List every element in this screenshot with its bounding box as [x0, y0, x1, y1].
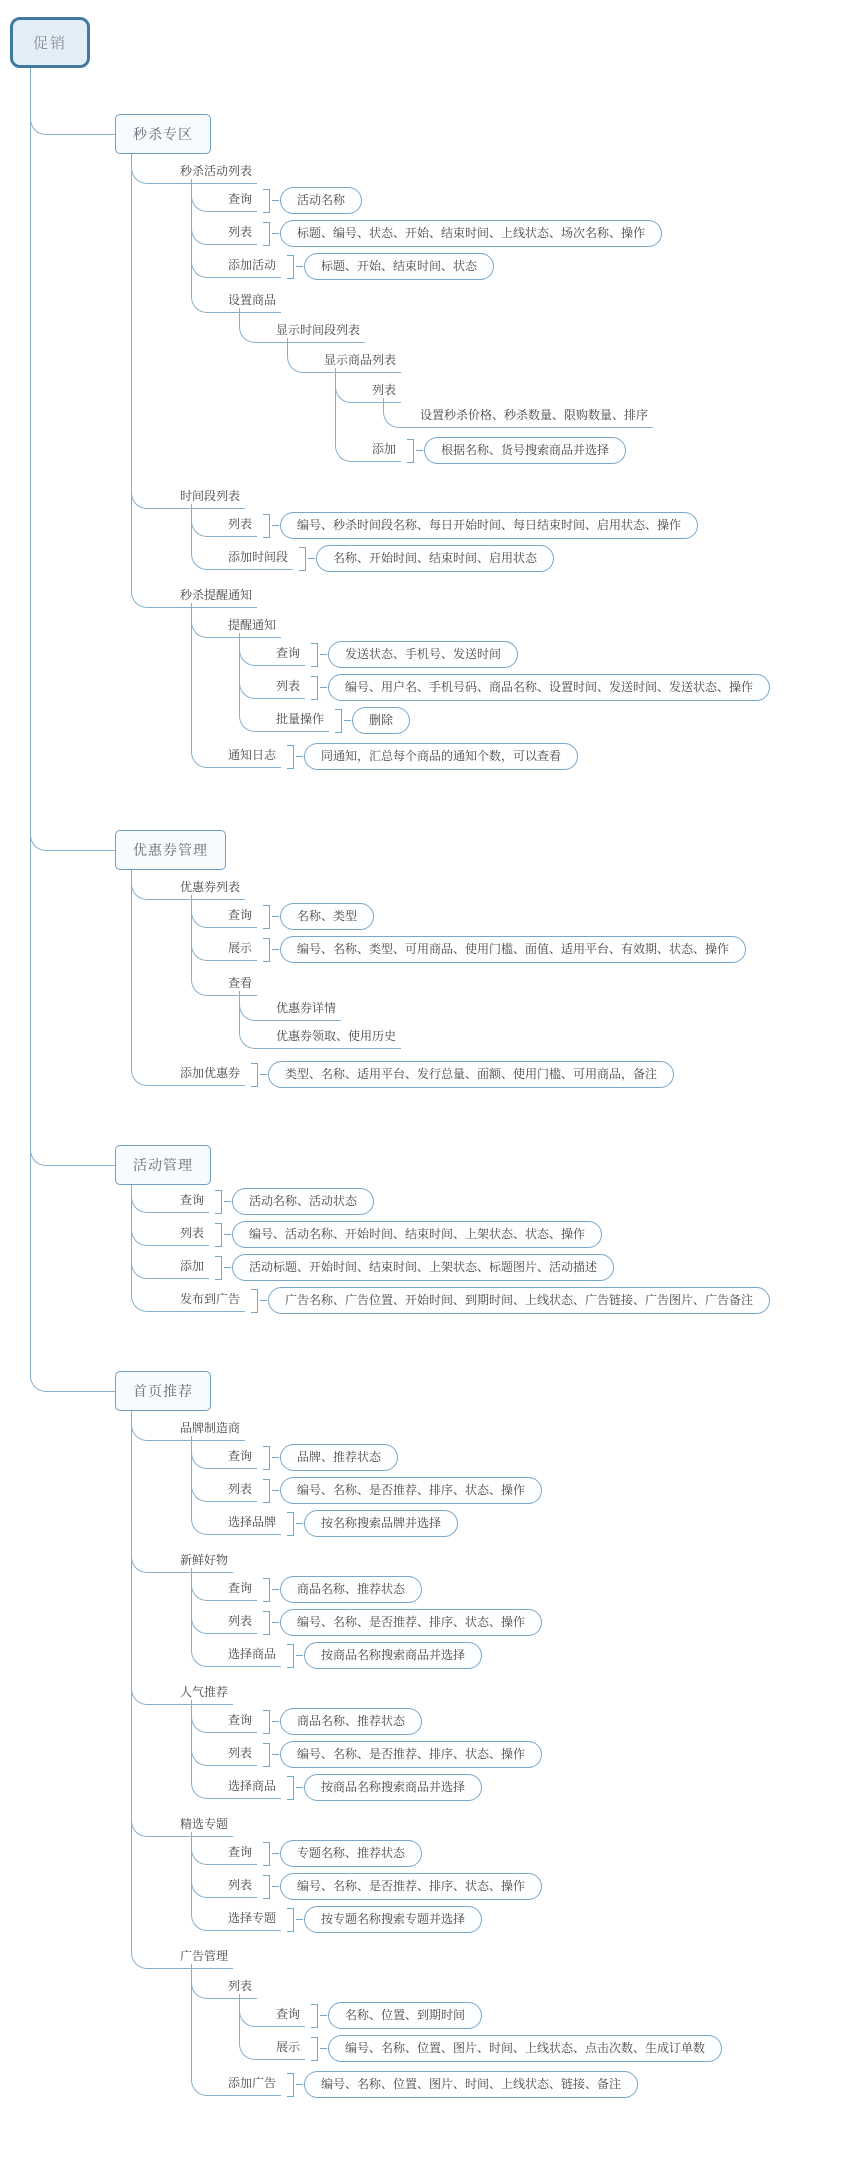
mindmap-pill[interactable]: 编号、名称、是否推荐、排序、状态、操作 [280, 1741, 542, 1768]
mindmap-node-row [177, 1254, 865, 1281]
mindmap-node-box[interactable]: 首页推荐 [115, 1371, 211, 1411]
mindmap-branch [225, 903, 865, 930]
summary-bracket-icon [263, 222, 270, 246]
mindmap-branch [225, 936, 865, 963]
connector-dash [296, 1655, 303, 1656]
summary-bracket-icon [287, 1644, 294, 1668]
mindmap-node-row [225, 187, 865, 214]
mindmap-pill[interactable]: 发送状态、手机号、发送时间 [328, 641, 518, 668]
mindmap-node-row [225, 1444, 865, 1471]
mindmap-pill[interactable]: 专题名称、推荐状态 [280, 1840, 422, 1867]
mindmap-node-row [225, 616, 865, 638]
mindmap-node-label[interactable]: 秒杀活动列表 [177, 162, 257, 184]
connector-dash [308, 558, 315, 559]
mindmap-branch [177, 1254, 865, 1281]
connector-curve [30, 63, 118, 135]
mindmap [10, 17, 865, 2112]
connector-dash [272, 949, 279, 950]
mindmap-node-label[interactable]: 查询 [225, 1579, 257, 1601]
mindmap-node-row [177, 1188, 865, 1215]
mindmap-node-row [225, 936, 865, 963]
mindmap-node-label[interactable]: 优惠券列表 [177, 878, 245, 900]
mindmap-node-row [225, 1906, 865, 1933]
mindmap-node-row [273, 2002, 865, 2029]
connector-dash [272, 1886, 279, 1887]
mindmap-children [191, 509, 865, 575]
mindmap-node-label[interactable]: 列表 [225, 515, 257, 537]
mindmap-pill[interactable]: 同通知，汇总每个商品的通知个数，可以查看 [304, 743, 578, 770]
mindmap-node-label[interactable]: 添加时间段 [225, 548, 293, 570]
summary-bracket-icon [287, 2073, 294, 2097]
mindmap-branch [273, 2035, 865, 2062]
mindmap-pill[interactable]: 品牌、推荐状态 [280, 1444, 398, 1471]
mindmap-pill[interactable]: 按专题名称搜索专题并选择 [304, 1906, 482, 1933]
mindmap-pill[interactable]: 名称、开始时间、结束时间、启用状态 [316, 545, 554, 572]
mindmap-pill[interactable]: 广告名称、广告位置、开始时间、到期时间、上线状态、广告链接、广告图片、广告备注 [268, 1287, 770, 1314]
mindmap-pill[interactable]: 编号、活动名称、开始时间、结束时间、上架状态、状态、操作 [232, 1221, 602, 1248]
mindmap-node-row [225, 903, 865, 930]
summary-bracket-icon [251, 1289, 258, 1313]
mindmap-node-row [115, 1145, 865, 1185]
connector-dash [224, 1234, 231, 1235]
mindmap-node-label[interactable]: 添加优惠券 [177, 1064, 245, 1086]
mindmap-branch [369, 381, 865, 431]
mindmap-branch [369, 437, 865, 464]
mindmap-node-row [177, 1061, 865, 1088]
mindmap-node-row [225, 974, 865, 996]
mindmap-node-row [273, 321, 865, 343]
summary-bracket-icon [311, 676, 318, 700]
connector-dash [272, 525, 279, 526]
connector-dash [296, 756, 303, 757]
mindmap-node-label[interactable]: 查询 [225, 1711, 257, 1733]
mindmap-node-box[interactable]: 秒杀专区 [115, 114, 211, 154]
mindmap-children [239, 996, 865, 1052]
mindmap-branch [273, 321, 865, 470]
mindmap-pill[interactable]: 删除 [352, 707, 410, 734]
mindmap-pill[interactable]: 活动名称 [280, 187, 362, 214]
connector-dash [272, 1721, 279, 1722]
summary-bracket-icon [215, 1190, 222, 1214]
mindmap-branch [225, 1477, 865, 1504]
connector-dash [272, 916, 279, 917]
mindmap-node-row [225, 1477, 865, 1504]
summary-bracket-icon [263, 1842, 270, 1866]
summary-bracket-icon [263, 1446, 270, 1470]
summary-bracket-icon [263, 1578, 270, 1602]
summary-bracket-icon [263, 938, 270, 962]
mindmap-node-label[interactable]: 列表 [369, 381, 401, 403]
mindmap-node-label[interactable]: 查询 [225, 1843, 257, 1865]
mindmap-branch [177, 1188, 865, 1215]
connector-dash [272, 1622, 279, 1623]
mindmap-children [131, 870, 865, 1091]
summary-bracket-icon [263, 1479, 270, 1503]
mindmap-branch [417, 406, 865, 428]
mindmap-children [287, 343, 865, 470]
mindmap-pill[interactable]: 编号、用户名、手机号码、商品名称、设置时间、发送时间、发送状态、操作 [328, 674, 770, 701]
connector-dash [296, 1523, 303, 1524]
mindmap-node-label[interactable]: 添加 [369, 440, 401, 462]
mindmap-children [383, 403, 865, 431]
mindmap-branch [273, 707, 865, 734]
mindmap-pill[interactable]: 按商品名称搜索商品并选择 [304, 1774, 482, 1801]
mindmap-children [131, 1185, 865, 1317]
mindmap-node-label[interactable]: 显示商品列表 [321, 351, 401, 373]
mindmap-node-label[interactable]: 添加广告 [225, 2074, 281, 2096]
mindmap-node-row [115, 830, 865, 870]
mindmap-node-box[interactable]: 优惠券管理 [115, 830, 226, 870]
mindmap-node-row [225, 1774, 865, 1801]
mindmap-node-row [225, 1741, 865, 1768]
mindmap-branch [225, 291, 865, 473]
mindmap-branch [225, 220, 865, 247]
mindmap-node-label[interactable]: 秒杀提醒通知 [177, 586, 257, 608]
mindmap-node-row [225, 1873, 865, 1900]
mindmap-node-row [225, 2071, 865, 2098]
mindmap-node-box[interactable]: 活动管理 [115, 1145, 211, 1185]
mindmap-node-row [225, 1977, 865, 1999]
connector-dash [272, 200, 279, 201]
mindmap-children [239, 638, 865, 737]
mindmap-node-label[interactable]: 广告管理 [177, 1947, 233, 1969]
mindmap-node-label[interactable]: 品牌制造商 [177, 1419, 245, 1441]
mindmap-branch [225, 187, 865, 214]
connector-dash [320, 2048, 327, 2049]
mindmap-node-row [225, 253, 865, 280]
mindmap-branch [115, 1371, 865, 2104]
mindmap-node-row [369, 381, 865, 403]
connector-dash [272, 1457, 279, 1458]
mindmap-node-label[interactable]: 优惠券详情 [273, 999, 341, 1021]
mindmap-node-row [225, 291, 865, 313]
mindmap-node-label[interactable]: 人气推荐 [177, 1683, 233, 1705]
mindmap-pill[interactable]: 类型、名称、适用平台、发行总量、面额、使用门槛、可用商品，备注 [268, 1061, 674, 1088]
mindmap-pill[interactable]: 名称、位置、到期时间 [328, 2002, 482, 2029]
connector-dash [296, 2084, 303, 2085]
mindmap-branch [225, 1576, 865, 1603]
mindmap-node-label[interactable]: 添加活动 [225, 256, 281, 278]
mindmap-node-label[interactable]: 列表 [225, 1480, 257, 1502]
summary-bracket-icon [263, 514, 270, 538]
mindmap-branch [225, 1906, 865, 1933]
mindmap-children [191, 900, 865, 1055]
mindmap-branch [225, 253, 865, 280]
summary-bracket-icon [335, 709, 342, 733]
mindmap-pill[interactable]: 根据名称、货号搜索商品并选择 [424, 437, 626, 464]
connector-curve [30, 63, 118, 1166]
mindmap-branch [225, 616, 865, 737]
mindmap-branch [321, 351, 865, 467]
mindmap-branch [177, 586, 865, 773]
connector-dash [224, 1267, 231, 1268]
mindmap-node-row [10, 17, 865, 68]
connector-dash [320, 687, 327, 688]
mindmap-node-row [177, 1221, 865, 1248]
mindmap-branch [225, 2071, 865, 2098]
mindmap-node-row [417, 406, 865, 428]
mindmap-node-label[interactable]: 选择商品 [225, 1645, 281, 1667]
mindmap-branch [225, 1840, 865, 1867]
mindmap-node-label[interactable]: 列表 [225, 1612, 257, 1634]
summary-bracket-icon [287, 745, 294, 769]
summary-bracket-icon [287, 1512, 294, 1536]
mindmap-node-label[interactable]: 查询 [225, 190, 257, 212]
mindmap-node-label[interactable]: 显示时间段列表 [273, 321, 365, 343]
mindmap-node-row [225, 1840, 865, 1867]
mindmap-node-row [177, 1287, 865, 1314]
summary-bracket-icon [263, 1875, 270, 1899]
mindmap-node-root[interactable]: 促销 [10, 17, 90, 68]
mindmap-branch [225, 512, 865, 539]
mindmap-branch [115, 830, 865, 1091]
mindmap-node-row [177, 1815, 865, 1837]
summary-bracket-icon [215, 1223, 222, 1247]
mindmap-branch [225, 1708, 865, 1735]
mindmap-node-row [321, 351, 865, 373]
mindmap-pill[interactable]: 编号、名称、是否推荐、排序、状态、操作 [280, 1477, 542, 1504]
mindmap-node-label[interactable]: 添加 [177, 1257, 209, 1279]
summary-bracket-icon [299, 547, 306, 571]
summary-bracket-icon [215, 1256, 222, 1280]
mindmap-branch [177, 1683, 865, 1804]
mindmap-branch [225, 1510, 865, 1537]
mindmap-branch [177, 1947, 865, 2101]
summary-bracket-icon [407, 439, 414, 463]
summary-bracket-icon [311, 2037, 318, 2061]
summary-bracket-icon [311, 2004, 318, 2028]
mindmap-branch [225, 1774, 865, 1801]
mindmap-pill[interactable]: 商品名称、推荐状态 [280, 1708, 422, 1735]
mindmap-node-row [273, 707, 865, 734]
summary-bracket-icon [263, 1710, 270, 1734]
mindmap-node-row [225, 1708, 865, 1735]
mindmap-node-row [177, 1683, 865, 1705]
mindmap-node-row [273, 1027, 865, 1049]
mindmap-branch [225, 1609, 865, 1636]
mindmap-node-row [273, 999, 865, 1021]
mindmap-pill[interactable]: 名称、类型 [280, 903, 374, 930]
connector-dash [296, 1919, 303, 1920]
connector-dash [320, 2015, 327, 2016]
mindmap-children [191, 184, 865, 476]
connector-dash [272, 1754, 279, 1755]
mindmap-pill[interactable]: 标题、编号、状态、开始、结束时间、上线状态、场次名称、操作 [280, 220, 662, 247]
mindmap-branch [177, 1551, 865, 1672]
connector-curve [30, 63, 118, 1392]
mindmap-node-row [177, 487, 865, 509]
mindmap-branch [115, 1145, 865, 1317]
mindmap-node-row [225, 1576, 865, 1603]
mindmap-node-row [115, 1371, 865, 1411]
connector-dash [416, 450, 423, 451]
mindmap-node-row [225, 545, 865, 572]
mindmap-node-row [177, 162, 865, 184]
summary-bracket-icon [287, 1908, 294, 1932]
summary-bracket-icon [311, 643, 318, 667]
mindmap-node-row [273, 641, 865, 668]
mindmap-node-row [273, 2035, 865, 2062]
mindmap-node-row [369, 437, 865, 464]
mindmap-node-row [177, 586, 865, 608]
connector-dash [296, 266, 303, 267]
mindmap-branch [273, 2002, 865, 2029]
mindmap-children [191, 1837, 865, 1936]
connector-curve [30, 63, 118, 851]
mindmap-node-label[interactable]: 选择商品 [225, 1777, 281, 1799]
mindmap-branch [115, 114, 865, 776]
mindmap-node-label[interactable]: 列表 [273, 677, 305, 699]
mindmap-node-row [225, 1609, 865, 1636]
mindmap-pill[interactable]: 编号、名称、类型、可用商品、使用门槛、面值、适用平台、有效期、状态、操作 [280, 936, 746, 963]
mindmap-node-label[interactable]: 查询 [177, 1191, 209, 1213]
mindmap-node-row [225, 743, 865, 770]
mindmap-children [30, 68, 865, 2112]
mindmap-branch [177, 1419, 865, 1540]
connector-dash [296, 1787, 303, 1788]
mindmap-branch [225, 1873, 865, 1900]
mindmap-branch [225, 1741, 865, 1768]
mindmap-node-row [177, 1419, 865, 1441]
connector-dash [224, 1201, 231, 1202]
mindmap-pill[interactable]: 编号、名称、位置、图片、时间、上线状态、链接、备注 [304, 2071, 638, 2098]
mindmap-children [191, 1705, 865, 1804]
connector-dash [272, 1589, 279, 1590]
mindmap-pill[interactable]: 编号、秒杀时间段名称、每日开始时间、每日结束时间、启用状态、操作 [280, 512, 698, 539]
mindmap-pill[interactable]: 按名称搜索品牌并选择 [304, 1510, 458, 1537]
mindmap-branch [177, 878, 865, 1055]
mindmap-children [191, 608, 865, 773]
mindmap-node-label[interactable]: 通知日志 [225, 746, 281, 768]
mindmap-branch [177, 487, 865, 575]
summary-bracket-icon [263, 189, 270, 213]
mindmap-branch [177, 1221, 865, 1248]
connector-dash [272, 233, 279, 234]
mindmap-pill[interactable]: 编号、名称、位置、图片、时间、上线状态、点击次数、生成订单数 [328, 2035, 722, 2062]
mindmap-node-label[interactable]: 优惠券领取、使用历史 [273, 1027, 401, 1049]
mindmap-pill[interactable]: 编号、名称、是否推荐、排序、状态、操作 [280, 1609, 542, 1636]
connector-dash [272, 1853, 279, 1854]
mindmap-branch [225, 974, 865, 1052]
mindmap-branch [10, 17, 865, 2112]
mindmap-pill[interactable]: 编号、名称、是否推荐、排序、状态、操作 [280, 1873, 542, 1900]
mindmap-node-label[interactable]: 设置商品 [225, 291, 281, 313]
connector-dash [260, 1074, 267, 1075]
mindmap-branch [273, 999, 865, 1021]
mindmap-children [191, 1441, 865, 1540]
mindmap-node-label[interactable]: 时间段列表 [177, 487, 245, 509]
connector-dash [344, 720, 351, 721]
mindmap-node-label[interactable]: 展示 [225, 939, 257, 961]
mindmap-pill[interactable]: 按商品名称搜索商品并选择 [304, 1642, 482, 1669]
mindmap-branch [273, 1027, 865, 1049]
mindmap-children [191, 1969, 865, 2101]
mindmap-node-label[interactable]: 精选专题 [177, 1815, 233, 1837]
summary-bracket-icon [287, 1776, 294, 1800]
mindmap-children [239, 313, 865, 473]
mindmap-node-label[interactable]: 查询 [225, 906, 257, 928]
summary-bracket-icon [263, 1611, 270, 1635]
mindmap-node-label[interactable]: 展示 [273, 2038, 305, 2060]
mindmap-branch [177, 162, 865, 476]
mindmap-branch [225, 1977, 865, 2065]
summary-bracket-icon [251, 1063, 258, 1087]
connector-dash [260, 1300, 267, 1301]
mindmap-node-label[interactable]: 列表 [177, 1224, 209, 1246]
connector-dash [320, 654, 327, 655]
mindmap-node-label[interactable]: 查询 [273, 644, 305, 666]
mindmap-node-label[interactable]: 查询 [273, 2005, 305, 2027]
mindmap-branch [177, 1061, 865, 1088]
mindmap-node-label[interactable]: 设置秒杀价格、秒杀数量、限购数量、排序 [417, 406, 653, 428]
mindmap-node-label[interactable]: 发布到广告 [177, 1290, 245, 1312]
mindmap-branch [225, 743, 865, 770]
mindmap-node-row [115, 114, 865, 154]
mindmap-node-row [273, 674, 865, 701]
mindmap-pill[interactable]: 活动名称、活动状态 [232, 1188, 374, 1215]
mindmap-branch [177, 1815, 865, 1936]
mindmap-node-label[interactable]: 列表 [225, 223, 257, 245]
mindmap-node-row [177, 878, 865, 900]
mindmap-node-row [225, 1642, 865, 1669]
mindmap-branch [273, 674, 865, 701]
mindmap-branch [273, 641, 865, 668]
connector-dash [272, 1490, 279, 1491]
mindmap-node-label[interactable]: 选择专题 [225, 1909, 281, 1931]
mindmap-pill[interactable]: 活动标题、开始时间、结束时间、上架状态、标题图片、活动描述 [232, 1254, 614, 1281]
mindmap-node-row [225, 1510, 865, 1537]
summary-bracket-icon [263, 1743, 270, 1767]
mindmap-children [191, 1573, 865, 1672]
mindmap-node-label[interactable]: 列表 [225, 1744, 257, 1766]
summary-bracket-icon [287, 255, 294, 279]
mindmap-node-label[interactable]: 列表 [225, 1977, 257, 1999]
mindmap-node-label[interactable]: 选择品牌 [225, 1513, 281, 1535]
mindmap-children [131, 154, 865, 776]
mindmap-node-label[interactable]: 提醒通知 [225, 616, 281, 638]
mindmap-pill[interactable]: 商品名称、推荐状态 [280, 1576, 422, 1603]
mindmap-branch [225, 1642, 865, 1669]
mindmap-branch [225, 545, 865, 572]
mindmap-node-row [225, 220, 865, 247]
mindmap-branch [225, 1444, 865, 1471]
mindmap-node-row [177, 1947, 865, 1969]
mindmap-node-label[interactable]: 列表 [225, 1876, 257, 1898]
mindmap-node-row [177, 1551, 865, 1573]
mindmap-node-label[interactable]: 查询 [225, 1447, 257, 1469]
summary-bracket-icon [263, 905, 270, 929]
mindmap-pill[interactable]: 标题、开始、结束时间、状态 [304, 253, 494, 280]
mindmap-children [131, 1411, 865, 2104]
mindmap-children [335, 373, 865, 467]
mindmap-node-row [225, 512, 865, 539]
mindmap-branch [177, 1287, 865, 1314]
mindmap-node-label[interactable]: 查看 [225, 974, 257, 996]
mindmap-children [239, 1999, 865, 2065]
mindmap-node-label[interactable]: 批量操作 [273, 710, 329, 732]
mindmap-node-label[interactable]: 新鲜好物 [177, 1551, 233, 1573]
